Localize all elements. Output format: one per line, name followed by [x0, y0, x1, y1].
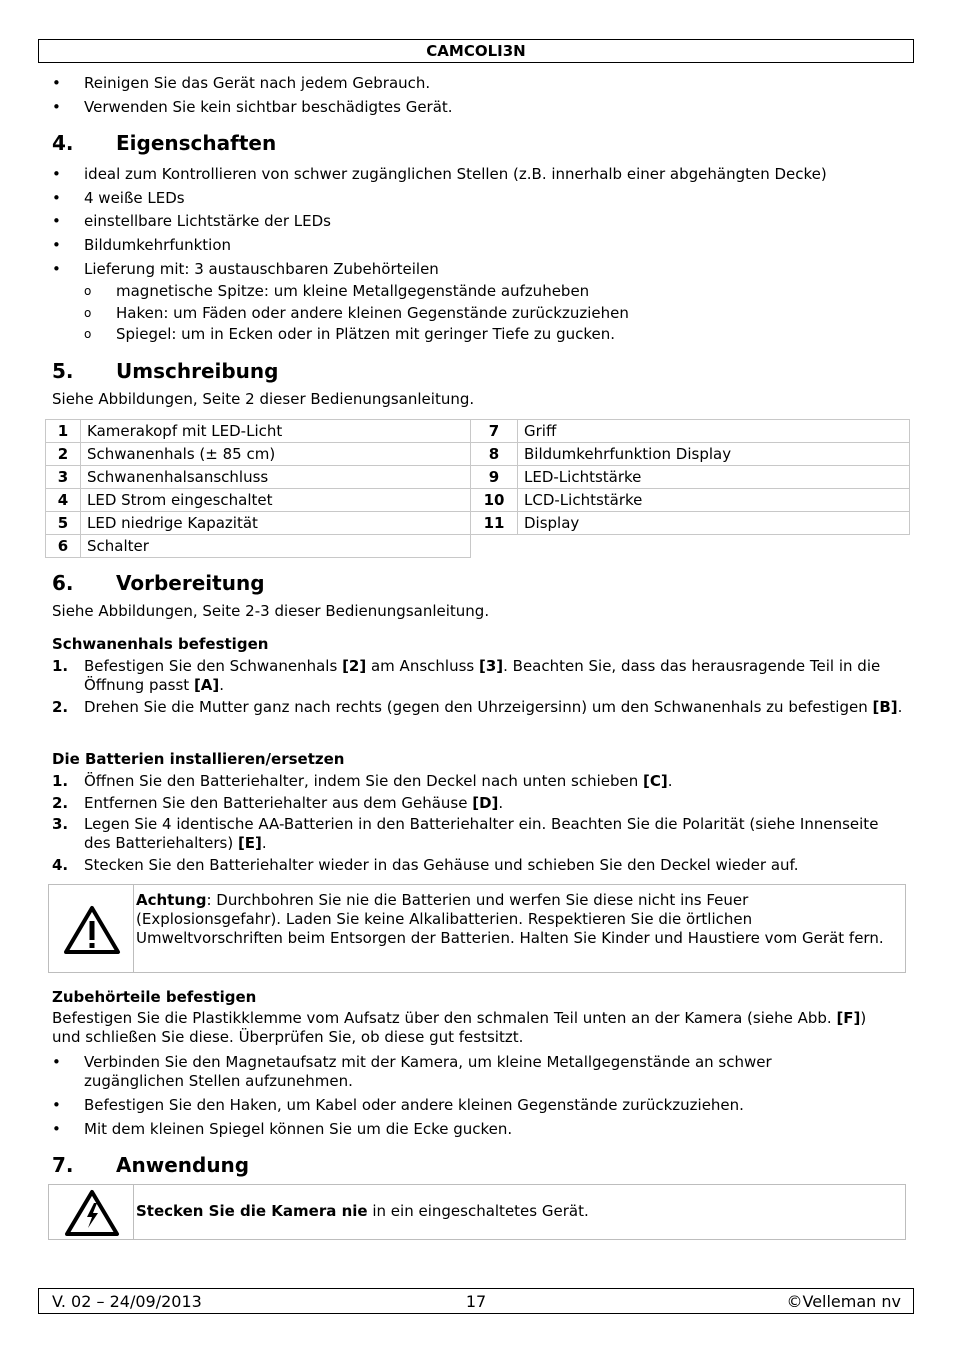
subsection-heading: Schwanenhals befestigen	[52, 635, 269, 653]
table-row: 8 Bildumkehrfunktion Display	[471, 443, 910, 466]
warning-triangle-icon	[62, 904, 122, 956]
parts-table-left	[45, 419, 471, 558]
page-header	[38, 39, 914, 63]
table-row: 10 LCD-Lichtstärke	[471, 489, 910, 512]
paragraph: Befestigen Sie die Plastikklemme vom Aufsatz über den schmalen Teil unten an der Kamera (siehe Abb. [F]) und schließen Sie diese. Überprüfen Sie, ob diese gut festsitzt.	[52, 1009, 867, 1046]
table-row: 9 LED-Lichtstärke	[471, 466, 910, 489]
footer-copyright: ©Velleman nv	[786, 1292, 901, 1311]
electrical-hazard-icon	[64, 1189, 120, 1237]
table-row: 4 LED Strom eingeschaltet	[46, 489, 471, 512]
warning-text: Stecken Sie die Kamera nie in ein eingeschaltetes Gerät.	[136, 1202, 589, 1220]
battery-warning-box	[48, 884, 906, 973]
table-row: 6 Schalter	[46, 535, 471, 558]
page-number: 17	[465, 1292, 487, 1311]
table-row: 7 Griff	[471, 420, 910, 443]
table-row: 3 Schwanenhalsanschluss	[46, 466, 471, 489]
table-row: 1 Kamerakopf mit LED-Licht	[46, 420, 471, 443]
parts-table-right	[470, 419, 910, 535]
section-text: Siehe Abbildungen, Seite 2 dieser Bedienungsanleitung.	[52, 390, 475, 408]
table-row: 5 LED niedrige Kapazität	[46, 512, 471, 535]
footer-version: V. 02 – 24/09/2013	[52, 1292, 202, 1311]
subsection-heading: Die Batterien installieren/ersetzen	[52, 750, 345, 768]
header-title: CAMCOLI3N	[426, 42, 526, 60]
usage-warning-box	[48, 1184, 906, 1240]
warning-text: Achtung: Durchbohren Sie nie die Batterien und werfen Sie diese nicht ins Feuer (Explosionsgefahr). Laden Sie keine Alkalibatterien. Respektieren Sie die örtlichen Umweltvorschriften beim Entsorgen der Batterien. Halten Sie Kinder und Haustiere vom Gerät fern.	[136, 891, 884, 947]
page-footer	[38, 1288, 914, 1314]
section-text: Siehe Abbildungen, Seite 2-3 dieser Bedienungsanleitung.	[52, 602, 490, 620]
subsection-heading: Zubehörteile befestigen	[52, 988, 257, 1006]
table-row: 2 Schwanenhals (± 85 cm)	[46, 443, 471, 466]
table-row: 11 Display	[471, 512, 910, 535]
